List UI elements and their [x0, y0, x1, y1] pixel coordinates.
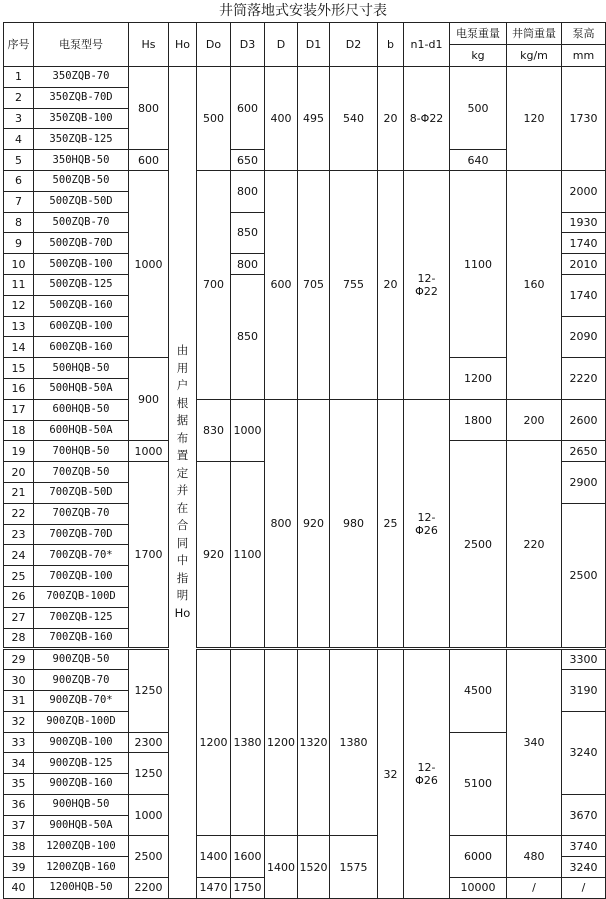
ph-value: 3240 — [562, 857, 606, 878]
hs-value: 1250 — [129, 753, 169, 795]
d2-value: 540 — [330, 67, 378, 171]
row-number: 16 — [4, 378, 34, 399]
header-well-weight-unit: kg/m — [507, 45, 562, 67]
pump-model: 350ZQB-70 — [34, 67, 129, 88]
pw-value: 10000 — [450, 878, 507, 899]
b-value: 20 — [378, 67, 404, 171]
ph-value: 1930 — [562, 212, 606, 233]
pump-model: 350ZQB-70D — [34, 87, 129, 108]
ww-value: 480 — [507, 836, 562, 878]
row-number: 10 — [4, 254, 34, 275]
row-number: 20 — [4, 462, 34, 483]
header-hs: Hs — [129, 23, 169, 67]
header-d3: D3 — [231, 23, 265, 67]
pump-model: 700ZQB-70* — [34, 545, 129, 566]
row-number: 13 — [4, 316, 34, 337]
nd-value: 12- Φ26 — [404, 649, 450, 899]
nd-value: 12- Φ22 — [404, 170, 450, 399]
d-value: 600 — [265, 170, 298, 399]
do-value: 1470 — [197, 878, 231, 899]
hs-value: 1250 — [129, 649, 169, 732]
pump-model: 1200HQB-50 — [34, 878, 129, 899]
pump-model: 700ZQB-50D — [34, 482, 129, 503]
row-number: 30 — [4, 670, 34, 691]
pump-model: 900ZQB-70 — [34, 670, 129, 691]
ph-value: 1740 — [562, 233, 606, 254]
d2-value: 755 — [330, 170, 378, 399]
hs-value: 2200 — [129, 878, 169, 899]
pump-model: 700ZQB-70 — [34, 503, 129, 524]
ho-note: 由 用 户 根 据 布 置 定 并 在 合 同 中 指 明 Ho — [169, 67, 197, 899]
b-value: 32 — [378, 649, 404, 899]
pw-value: 500 — [450, 67, 507, 150]
d3-value: 800 — [231, 254, 265, 275]
ph-value: / — [562, 878, 606, 899]
b-value: 25 — [378, 399, 404, 649]
pump-model: 900ZQB-100 — [34, 732, 129, 753]
row-number: 28 — [4, 628, 34, 649]
dimension-table-wrap — [3, 22, 606, 899]
d-value: 1200 — [265, 649, 298, 836]
d1-value: 920 — [298, 399, 330, 649]
row-number: 25 — [4, 566, 34, 587]
header-seq: 序号 — [4, 23, 34, 67]
pw-value: 4500 — [450, 649, 507, 732]
ww-value: 120 — [507, 67, 562, 171]
ph-value: 3240 — [562, 711, 606, 794]
ph-value: 2000 — [562, 170, 606, 212]
pump-model: 1200ZQB-100 — [34, 836, 129, 857]
pump-model: 350HQB-50 — [34, 150, 129, 171]
pump-model: 900ZQB-100D — [34, 711, 129, 732]
row-number: 9 — [4, 233, 34, 254]
d3-value: 1600 — [231, 836, 265, 878]
do-value: 920 — [197, 462, 231, 649]
pump-model: 700HQB-50 — [34, 441, 129, 462]
hs-value: 1000 — [129, 170, 169, 357]
header-pump-height: 泵高 — [562, 23, 606, 45]
row-number: 6 — [4, 170, 34, 191]
pump-model: 700ZQB-50 — [34, 462, 129, 483]
ph-value: 1730 — [562, 67, 606, 171]
ww-value: 340 — [507, 649, 562, 836]
row-number: 36 — [4, 794, 34, 815]
pw-value: 640 — [450, 150, 507, 171]
dimension-table — [3, 22, 606, 899]
pump-model: 350ZQB-100 — [34, 108, 129, 129]
d-value: 800 — [265, 399, 298, 649]
pump-model: 700ZQB-160 — [34, 628, 129, 649]
row-number: 15 — [4, 358, 34, 379]
d3-value: 850 — [231, 274, 265, 399]
pump-model: 500ZQB-70D — [34, 233, 129, 254]
ph-value: 1740 — [562, 274, 606, 316]
header-do: Do — [197, 23, 231, 67]
d3-value: 1380 — [231, 649, 265, 836]
pump-model: 600ZQB-100 — [34, 316, 129, 337]
d-value: 400 — [265, 67, 298, 171]
row-number: 37 — [4, 815, 34, 836]
header-b: b — [378, 23, 404, 67]
pump-model: 700ZQB-125 — [34, 607, 129, 628]
d1-value: 495 — [298, 67, 330, 171]
do-value: 1400 — [197, 836, 231, 878]
ph-value: 3300 — [562, 649, 606, 670]
row-number: 14 — [4, 337, 34, 358]
pump-model: 900ZQB-160 — [34, 774, 129, 795]
do-value: 700 — [197, 170, 231, 399]
pw-value: 1100 — [450, 170, 507, 357]
row-number: 35 — [4, 774, 34, 795]
row-number: 24 — [4, 545, 34, 566]
table-row — [4, 399, 606, 420]
ww-value: / — [507, 878, 562, 899]
row-number: 1 — [4, 67, 34, 88]
pump-model: 500ZQB-50 — [34, 170, 129, 191]
header-well-weight: 井筒重量 — [507, 23, 562, 45]
ww-value: 200 — [507, 399, 562, 441]
row-number: 29 — [4, 649, 34, 670]
header-model: 电泵型号 — [34, 23, 129, 67]
row-number: 21 — [4, 482, 34, 503]
pump-model: 500HQB-50 — [34, 358, 129, 379]
row-number: 22 — [4, 503, 34, 524]
pump-model: 500HQB-50A — [34, 378, 129, 399]
header-d2: D2 — [330, 23, 378, 67]
d2-value: 1380 — [330, 649, 378, 836]
hs-value: 800 — [129, 67, 169, 150]
pump-model: 900HQB-50A — [34, 815, 129, 836]
row-number: 33 — [4, 732, 34, 753]
row-number: 40 — [4, 878, 34, 899]
row-number: 18 — [4, 420, 34, 441]
b-value: 20 — [378, 170, 404, 399]
ph-value: 2220 — [562, 358, 606, 400]
row-number: 38 — [4, 836, 34, 857]
hs-value: 2300 — [129, 732, 169, 753]
header-d1: D1 — [298, 23, 330, 67]
nd-value: 12- Φ26 — [404, 399, 450, 649]
row-number: 11 — [4, 274, 34, 295]
row-number: 31 — [4, 690, 34, 711]
table-row — [4, 649, 606, 670]
d-value: 1400 — [265, 836, 298, 898]
pw-value: 2500 — [450, 441, 507, 649]
header-pump-weight-unit: kg — [450, 45, 507, 67]
do-value: 1200 — [197, 649, 231, 836]
ph-value: 2090 — [562, 316, 606, 358]
row-number: 3 — [4, 108, 34, 129]
d1-value: 1520 — [298, 836, 330, 898]
pump-model: 500ZQB-70 — [34, 212, 129, 233]
row-number: 23 — [4, 524, 34, 545]
header-ho: Ho — [169, 23, 197, 67]
pump-model: 600ZQB-160 — [34, 337, 129, 358]
pump-model: 1200ZQB-160 — [34, 857, 129, 878]
header-pump-height-unit: mm — [562, 45, 606, 67]
hs-value: 1000 — [129, 794, 169, 836]
row-number: 39 — [4, 857, 34, 878]
table-row — [4, 836, 606, 857]
nd-value: 8-Φ22 — [404, 67, 450, 171]
row-number: 12 — [4, 295, 34, 316]
pump-model: 600HQB-50 — [34, 399, 129, 420]
pump-model: 700ZQB-100 — [34, 566, 129, 587]
ph-value: 2600 — [562, 399, 606, 441]
row-number: 17 — [4, 399, 34, 420]
hs-value: 1700 — [129, 462, 169, 649]
pump-model: 900ZQB-50 — [34, 649, 129, 670]
hs-value: 900 — [129, 358, 169, 441]
pump-model: 500ZQB-160 — [34, 295, 129, 316]
pw-value: 1200 — [450, 358, 507, 400]
ph-value: 3190 — [562, 670, 606, 712]
ph-value: 2900 — [562, 462, 606, 504]
pump-model: 350ZQB-125 — [34, 129, 129, 150]
d3-value: 600 — [231, 67, 265, 150]
page-title: 井筒落地式安装外形尺寸表 — [219, 3, 387, 19]
do-value: 830 — [197, 399, 231, 461]
row-number: 2 — [4, 87, 34, 108]
d3-value: 1100 — [231, 462, 265, 649]
ph-value: 3670 — [562, 794, 606, 836]
pump-model: 500ZQB-100 — [34, 254, 129, 275]
ph-value: 2650 — [562, 441, 606, 462]
d1-value: 705 — [298, 170, 330, 399]
row-number: 7 — [4, 191, 34, 212]
d3-value: 1750 — [231, 878, 265, 899]
row-number: 19 — [4, 441, 34, 462]
ww-value: 220 — [507, 441, 562, 649]
ph-value: 2010 — [562, 254, 606, 275]
pw-value: 1800 — [450, 399, 507, 441]
row-number: 26 — [4, 586, 34, 607]
ph-value: 3740 — [562, 836, 606, 857]
d3-value: 800 — [231, 170, 265, 212]
pw-value: 6000 — [450, 836, 507, 878]
hs-value: 600 — [129, 150, 169, 171]
ww-value: 160 — [507, 170, 562, 399]
d3-value: 1000 — [231, 399, 265, 461]
header-n1-d1: n1-d1 — [404, 23, 450, 67]
d3-value: 650 — [231, 150, 265, 171]
d3-value: 850 — [231, 212, 265, 254]
hs-value: 2500 — [129, 836, 169, 878]
pump-model: 700ZQB-100D — [34, 586, 129, 607]
row-number: 8 — [4, 212, 34, 233]
pump-model: 700ZQB-70D — [34, 524, 129, 545]
pump-model: 600HQB-50A — [34, 420, 129, 441]
header-pump-weight: 电泵重量 — [450, 23, 507, 45]
pump-model: 500ZQB-125 — [34, 274, 129, 295]
row-number: 34 — [4, 753, 34, 774]
row-number: 5 — [4, 150, 34, 171]
row-number: 4 — [4, 129, 34, 150]
row-number: 27 — [4, 607, 34, 628]
d2-value: 980 — [330, 399, 378, 649]
d1-value: 1320 — [298, 649, 330, 836]
do-value: 500 — [197, 67, 231, 171]
d2-value: 1575 — [330, 836, 378, 898]
table-row — [4, 67, 606, 88]
pump-model: 900HQB-50 — [34, 794, 129, 815]
pump-model: 900ZQB-125 — [34, 753, 129, 774]
hs-value: 1000 — [129, 441, 169, 462]
ph-value: 2500 — [562, 503, 606, 649]
pump-model: 500ZQB-50D — [34, 191, 129, 212]
header-d: D — [265, 23, 298, 67]
row-number: 32 — [4, 711, 34, 732]
pw-value: 5100 — [450, 732, 507, 836]
pump-model: 900ZQB-70* — [34, 690, 129, 711]
table-row — [4, 170, 606, 191]
